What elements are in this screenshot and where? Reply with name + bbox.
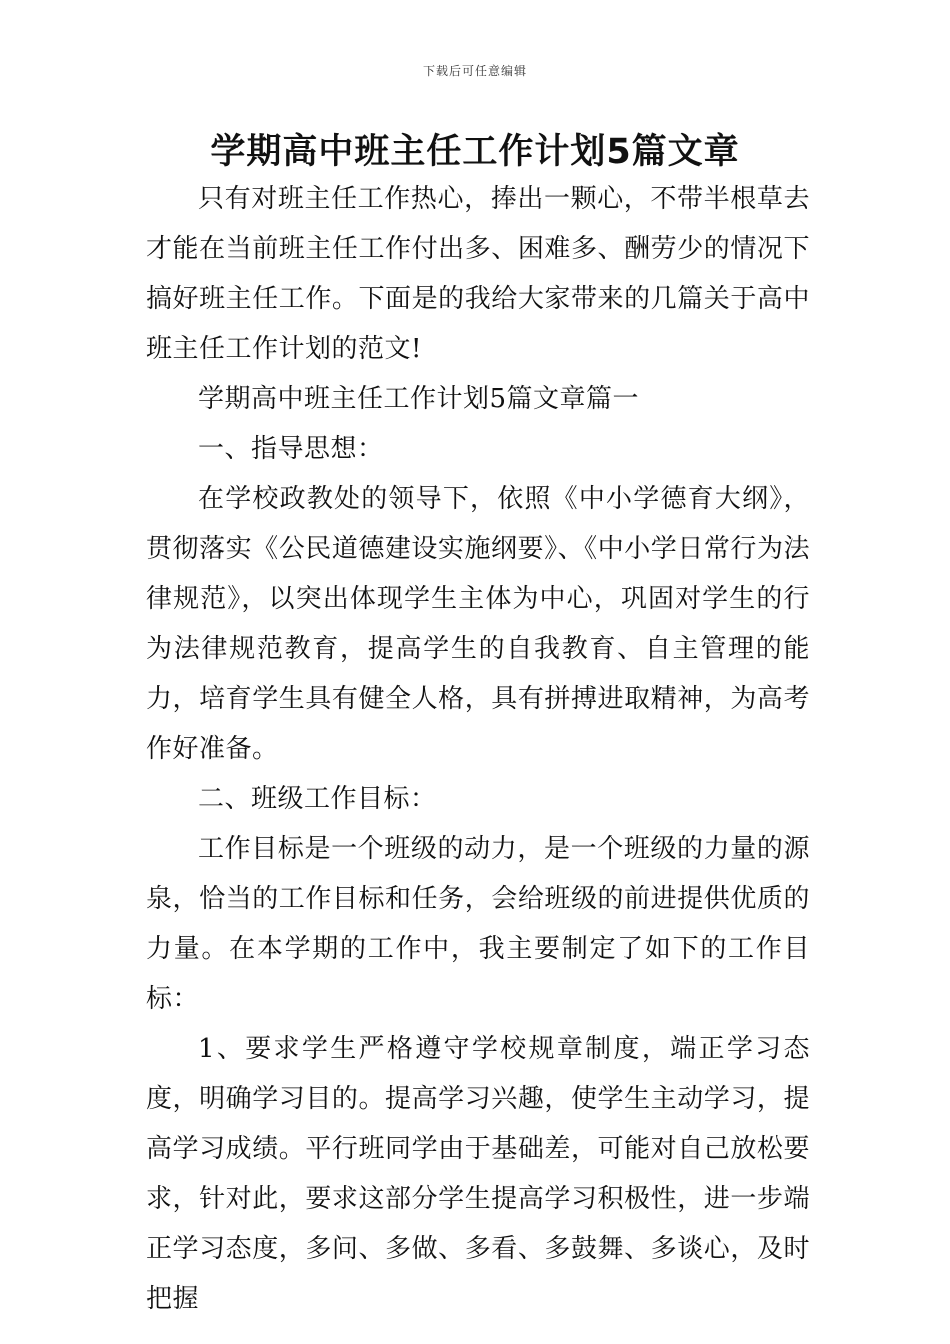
document-body bbox=[146, 174, 810, 1324]
paragraph-goal-1: 1、要求学生严格遵守学校规章制度，端正学习态度，明确学习目的。提高学习兴趣，使学生主动学习，提高学习成绩。平行班同学由于基础差，可能对自己放松要求，针对此，要求这部分学生提高学习积极性，进一步端正学习态度，多问、多做、多看、多鼓舞、多谈心，及时把握 bbox=[146, 1034, 810, 1314]
paragraph-work-goals: 工作目标是一个班级的动力，是一个班级的力量的源泉，恰当的工作目标和任务，会给班级的前进提供优质的力量。在本学期的工作中，我主要制定了如下的工作目标： bbox=[146, 834, 810, 1014]
paragraph-intro: 只有对班主任工作热心，捧出一颗心，不带半根草去才能在当前班主任工作付出多、困难多、酬劳少的情况下搞好班主任工作。下面是的我给大家带来的几篇关于高中班主任工作计划的范文! bbox=[146, 184, 810, 364]
paragraph-guiding-thought: 在学校政教处的领导下，依照《中小学德育大纲》，贯彻落实《公民道德建设实施纲要》、《中小学日常行为法律规范》，以突出体现学生主体为中心，巩固对学生的行为法律规范教育，提高学生的自我教育、自主管理的能力，培育学生具有健全人格，具有拼搏进取精神，为高考作好准备。 bbox=[146, 484, 810, 764]
heading-guiding-thought: 一、指导思想： bbox=[198, 434, 384, 464]
section-heading-part-one: 学期高中班主任工作计划5篇文章篇一 bbox=[198, 384, 640, 414]
document-title: 学期高中班主任工作计划5篇文章 bbox=[210, 132, 740, 172]
header-note: 下载后可任意编辑 bbox=[422, 64, 527, 78]
heading-class-work-goals: 二、班级工作目标： bbox=[198, 784, 437, 814]
